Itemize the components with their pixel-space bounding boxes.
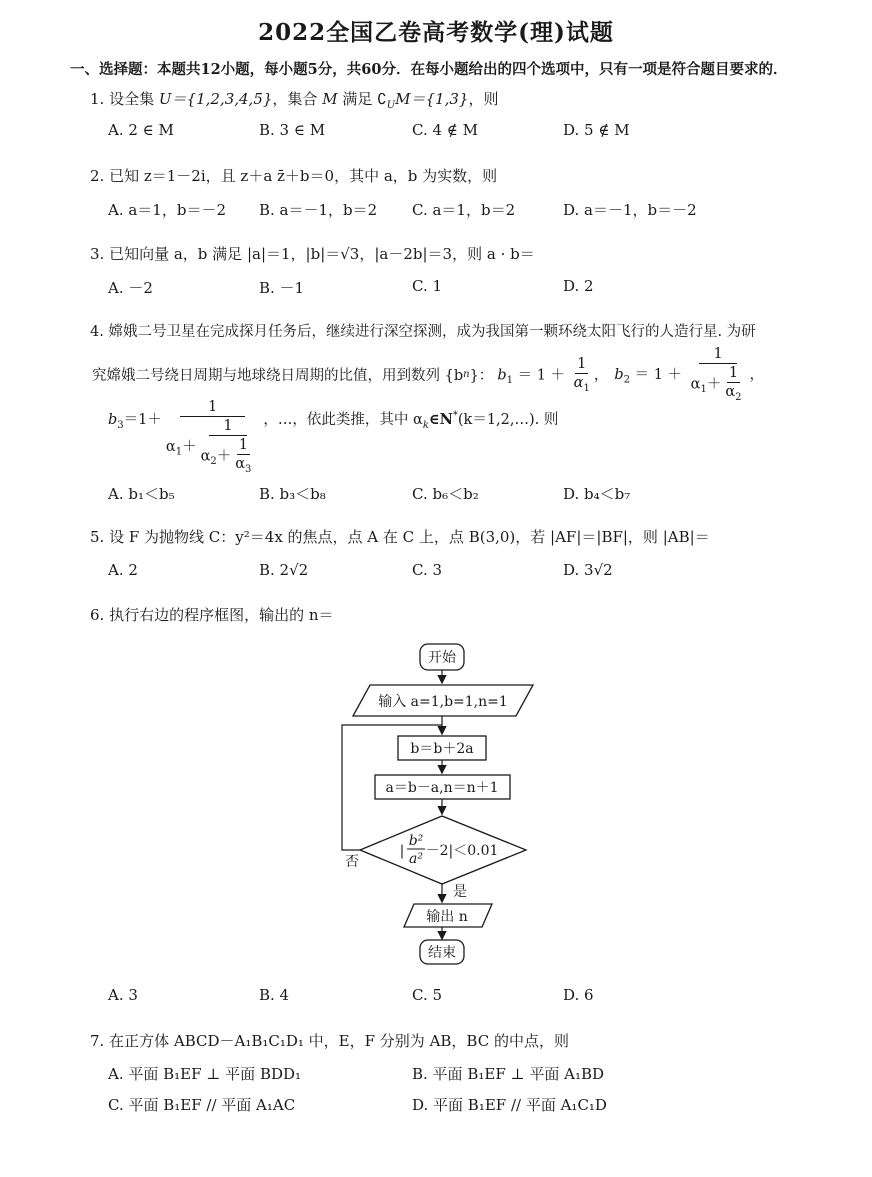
stem-text: 已知向量 a，b 满足 |a|＝1，|b|＝√3，|a－2b|＝3，则 a · b＝ [109, 245, 535, 263]
flow-cond-rest: －2|＜0.01 [425, 843, 499, 859]
option-b[interactable]: B. 4 [259, 986, 290, 1004]
question-number: 1. [90, 90, 105, 108]
option-a[interactable]: A. 平面 B₁EF ⊥ 平面 BDD₁ [108, 1065, 302, 1083]
option-c[interactable]: C. 平面 B₁EF // 平面 A₁AC [108, 1096, 296, 1114]
question-4-stem-line3 [108, 398, 558, 477]
stem-text: ，集合 [272, 90, 318, 108]
complement-symbol: ∁ [377, 90, 387, 108]
denominator: $\alpha_1+$ $\frac{1}{\alpha_2}$ [690, 365, 742, 404]
stem-math: U＝{1,2,3,4,5} [158, 90, 273, 108]
option-d[interactable]: D. a＝－1，b＝－2 [563, 201, 697, 219]
flow-cond-bar: | [399, 843, 405, 859]
fraction [723, 364, 743, 405]
option-d[interactable]: D. 2 [563, 277, 594, 295]
option-a[interactable]: A. 2 ∈ M [108, 121, 174, 139]
stem-text: }： [469, 368, 494, 385]
question-4-stem-line2 [92, 345, 764, 405]
question-number: 2. [90, 167, 105, 185]
natural-set: ∈N [428, 411, 453, 428]
option-a[interactable]: A. b₁＜b₅ [108, 485, 175, 503]
option-c[interactable]: C. 5 [412, 986, 443, 1004]
question-3-stem [90, 243, 535, 264]
stem-tail [263, 408, 558, 431]
question-number: 4. [90, 324, 104, 340]
option-b[interactable]: B. 2√2 [259, 561, 309, 579]
denominator: $\alpha_1$ [573, 374, 590, 394]
question-2-stem [90, 165, 497, 186]
question-number: 3. [90, 245, 105, 263]
denominator: $\alpha_2+$ $\frac{1}{\alpha_3}$ [200, 437, 252, 476]
question-number: 7. [90, 1032, 105, 1050]
stem-text: 已知 z＝1－2i，且 z＋a z̄＋b＝0，其中 a，b 为实数，则 [109, 167, 498, 185]
option-b[interactable]: B. 3 ∈ M [259, 121, 326, 139]
stem-text: 嫦娥二号卫星在完成探月任务后，继续进行深空探测，成为我国第一颗环绕太阳飞行的人造行星. 为研 [108, 324, 756, 340]
flow-input-label: 输入 a=1,b=1,n=1 [378, 694, 508, 710]
option-d[interactable]: D. 平面 B₁EF // 平面 A₁C₁D [412, 1096, 607, 1114]
fraction [199, 417, 258, 477]
b1-symbol: b [497, 366, 507, 383]
stem-text: ，…，依此类推，其中 α [263, 412, 423, 428]
denominator: $\alpha_1+$ 1 $\alpha_2+$ $\frac{1}{\alpha_3}$ [164, 417, 262, 477]
option-d[interactable]: D. b₄＜b₇ [563, 485, 631, 503]
b3-label: $b_3=1+$ [108, 412, 162, 431]
stem-text: 满足 [342, 90, 373, 108]
flow-cond-denominator: a² [409, 851, 423, 867]
question-6-stem [90, 604, 334, 625]
option-d[interactable]: D. 5 ∉ M [563, 121, 630, 139]
option-a[interactable]: A. 3 [108, 986, 138, 1004]
option-c[interactable]: C. 4 ∉ M [412, 121, 479, 139]
option-b[interactable]: B. b₃＜b₈ [259, 485, 326, 503]
stem-math: M＝{1,3} [395, 90, 469, 108]
option-b[interactable]: B. －1 [259, 279, 305, 297]
question-number: 6. [90, 606, 105, 624]
stem-text: 在正方体 ABCD－A₁B₁C₁D₁ 中，E，F 分别为 AB，BC 的中点，则 [109, 1032, 569, 1050]
option-a[interactable]: A. －2 [108, 279, 153, 297]
question-7-stem [90, 1030, 569, 1051]
b1-expression: $b_1 = 1$ ＋ $\frac{1}{\alpha_1}$ ， [497, 355, 609, 394]
stem-text: 设全集 [109, 90, 155, 108]
sequence-subscript: n [463, 369, 470, 381]
flow-start-label: 开始 [428, 650, 456, 666]
option-c[interactable]: C. 3 [412, 561, 443, 579]
stem-math: M [322, 90, 338, 108]
page-title: 2022全国乙卷高考数学(理)试题 [258, 19, 614, 46]
option-a[interactable]: A. a＝1，b＝－2 [108, 201, 227, 219]
option-d[interactable]: D. 6 [563, 986, 594, 1004]
question-1-stem [90, 88, 498, 111]
complement-subscript: U [386, 100, 396, 111]
option-c[interactable]: C. 1 [412, 277, 443, 295]
question-4-stem-line1 [90, 320, 756, 341]
flow-yes-label: 是 [453, 884, 467, 900]
option-c[interactable]: C. b₆＜b₂ [412, 485, 479, 503]
denominator: $\alpha_2$ [725, 384, 742, 404]
alpha: α [573, 374, 584, 391]
flow-cond-numerator: b² [408, 833, 424, 849]
numerator: 1 [727, 364, 740, 383]
stem-text: 执行右边的程序框图，输出的 n＝ [109, 606, 334, 624]
flow-step1-label: b＝b＋2a [410, 741, 474, 757]
star: * [452, 410, 458, 422]
numerator: 1 [699, 345, 736, 364]
flow-no-label: 否 [345, 854, 359, 870]
program-flowchart [320, 638, 560, 968]
fraction [689, 345, 748, 405]
fraction [164, 398, 262, 477]
one: 1 [536, 366, 546, 383]
b2-expression: $b_2 = 1$ ＋ 1 $\alpha_1+$ $\frac{1}{\alpha_2}$ ， [614, 346, 765, 404]
option-c[interactable]: C. a＝1，b＝2 [412, 201, 516, 219]
section-header: 一、选择题：本题共12小题，每小题5分，共60分．在每小题给出的四个选项中，只有一项是符合题目要求的． [70, 61, 788, 78]
numerator: 1 [237, 436, 250, 455]
denominator: $\alpha_3$ [235, 456, 252, 476]
stem-text: ，则 [468, 90, 499, 108]
numerator: 1 [575, 355, 588, 374]
flow-output-label: 输出 n [426, 909, 468, 925]
alpha-subscript: k [422, 419, 429, 431]
question-number: 5. [90, 528, 105, 546]
option-b[interactable]: B. 平面 B₁EF ⊥ 平面 A₁BD [412, 1065, 605, 1083]
numerator: 1 [209, 417, 246, 436]
question-5-stem [90, 526, 710, 547]
option-a[interactable]: A. 2 [108, 561, 138, 579]
option-d[interactable]: D. 3√2 [563, 561, 613, 579]
flow-step2-label: a＝b－a,n＝n＋1 [385, 780, 499, 796]
stem-text: 究嫦娥二号绕日周期与地球绕日周期的比值，用到数列 {b [92, 368, 464, 385]
fraction [233, 436, 253, 477]
numerator: 1 [180, 398, 245, 417]
b2-symbol: b [614, 366, 624, 383]
stem-text: 设 F 为抛物线 C：y²＝4x 的焦点，点 A 在 C 上，点 B(3,0)，若 |AF|＝|BF|，则 |AB|＝ [109, 528, 710, 546]
fraction [572, 355, 592, 396]
option-b[interactable]: B. a＝－1，b＝2 [259, 201, 378, 219]
flow-end-label: 结束 [428, 945, 456, 961]
stem-text: (k＝1,2,…). 则 [457, 412, 559, 428]
